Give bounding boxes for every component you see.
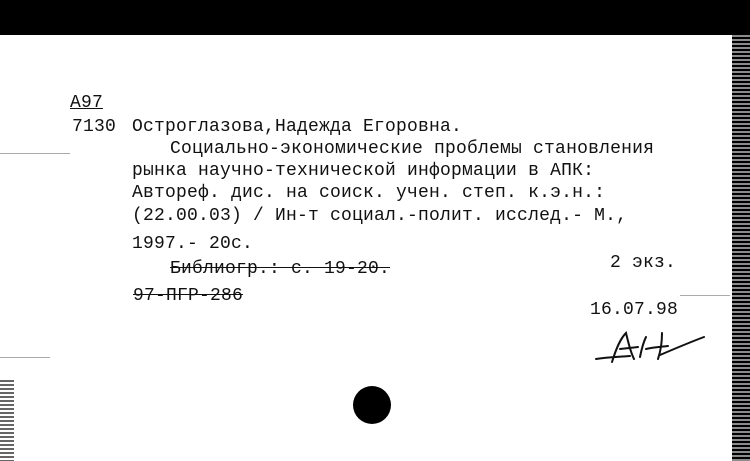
card-rule — [0, 153, 70, 154]
bibliography-note: Библиогр.: с. 19-20. — [170, 259, 391, 279]
accession-number: 97-ПГР-286 — [133, 286, 244, 306]
title-line-4: (22.00.03) / Ин-т социал.-полит. исслед.- М., — [132, 206, 628, 226]
call-number-id: 7130 — [72, 117, 117, 137]
title-line-3: Автореф. дис. на соиск. учен. степ. к.э.н.: — [132, 183, 606, 203]
title-line-1: Социально-экономические проблемы становления — [170, 139, 655, 159]
card-rule — [0, 357, 50, 358]
scan-edge-right — [732, 35, 750, 461]
scan-edge-left — [0, 380, 14, 461]
call-number-class: А97 — [70, 93, 104, 113]
title-line-2: рынка научно-технической информации в АПК: — [132, 161, 595, 181]
card-rule — [680, 295, 730, 296]
author-name: Остроглазова,Надежда Егоровна. — [132, 117, 463, 137]
title-line-5: 1997.- 20с. — [132, 234, 254, 254]
copies-count: 2 экз. — [610, 253, 677, 273]
punch-hole — [353, 386, 391, 424]
handwritten-signature — [590, 327, 710, 367]
date-stamp: 16.07.98 — [590, 300, 679, 320]
